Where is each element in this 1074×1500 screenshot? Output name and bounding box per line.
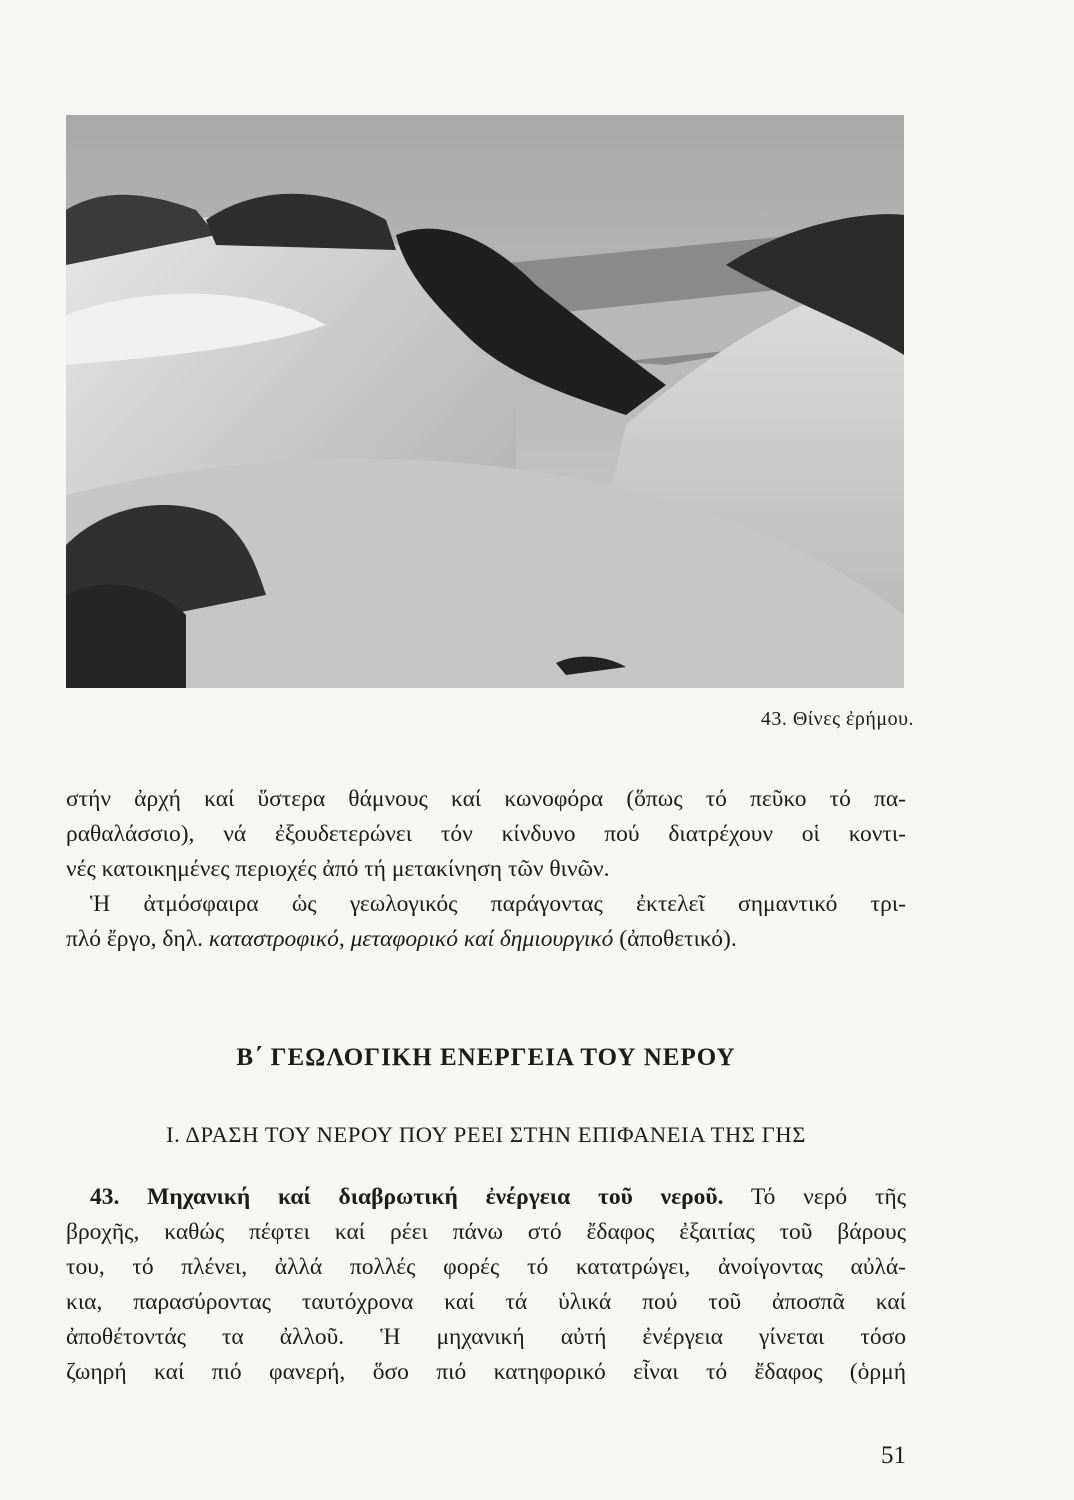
paragraph-water-action xyxy=(66,1180,906,1390)
text-fragment: Τό νερό τῆς xyxy=(723,1184,906,1210)
figure-caption: 43. Θίνες ἐρήμου. xyxy=(760,708,914,730)
text-line: κια, παρασύροντας ταυτόχρονα καί τά ὑλικά πού τοῦ ἀποσπᾶ καί xyxy=(66,1289,906,1315)
paragraph-lead-title: 43. Μηχανική καί διαβρωτική ἐνέργεια τοῦ νεροῦ. xyxy=(90,1184,724,1210)
text-line: στήν ἀρχή καί ὕστερα θάμνους καί κωνοφόρα (ὅπως τό πεῦκο τό πα- xyxy=(66,786,906,812)
sub-heading: Ι. ΔΡΑΣΗ ΤΟΥ ΝΕΡΟΥ ΠΟΥ ΡΕΕΙ ΣΤΗΝ ΕΠΙΦΑΝΕΙΑ ΤΗΣ ΓΗΣ xyxy=(166,1122,806,1147)
text-line: του, τό πλένει, ἀλλά πολλές φορές τό κατατρώγει, ἀνοίγοντας αὐλά- xyxy=(66,1254,906,1280)
section-heading: Β΄ ΓΕΩΛΟΓΙΚΗ ΕΝΕΡΓΕΙΑ ΤΟΥ ΝΕΡΟΥ xyxy=(236,1044,736,1071)
page-number: 51 xyxy=(881,1442,906,1469)
text-line xyxy=(66,922,906,957)
desert-dunes-photo xyxy=(66,115,904,688)
dunes-illustration xyxy=(66,115,904,688)
text-fragment: (ἀποθετικό). xyxy=(613,926,737,952)
text-line: ζωηρή καί πιό φανερή, ὅσο πιό κατηφορικό εἶναι τό ἔδαφος (ὁρμή xyxy=(66,1359,906,1385)
text-fragment: πλό ἔργο, δηλ. xyxy=(66,926,209,952)
paragraph-atmosphere xyxy=(66,782,906,957)
text-line: ἀποθέτοντάς τα ἀλλοῦ. Ἡ μηχανική αὐτή ἐνέργεια γίνεται τόσο xyxy=(66,1324,906,1350)
italic-terms: καταστροφικό, μεταφορικό καί δημιουργικό xyxy=(208,926,614,952)
text-line: νές κατοικημένες περιοχές ἀπό τή μετακίνηση τῶν θινῶν. xyxy=(66,856,610,882)
text-line: ραθαλάσσιο), νά ἐξουδετερώνει τόν κίνδυνο πού διατρέχουν οἱ κοντι- xyxy=(66,821,906,847)
text-line: Ἡ ἀτμόσφαιρα ὡς γεωλογικός παράγοντας ἐκτελεῖ σημαντικό τρι- xyxy=(90,891,906,917)
text-line xyxy=(66,1180,906,1215)
text-line: βροχῆς, καθώς πέφτει καί ρέει πάνω στό ἔδαφος ἐξαιτίας τοῦ βάρους xyxy=(66,1219,906,1245)
